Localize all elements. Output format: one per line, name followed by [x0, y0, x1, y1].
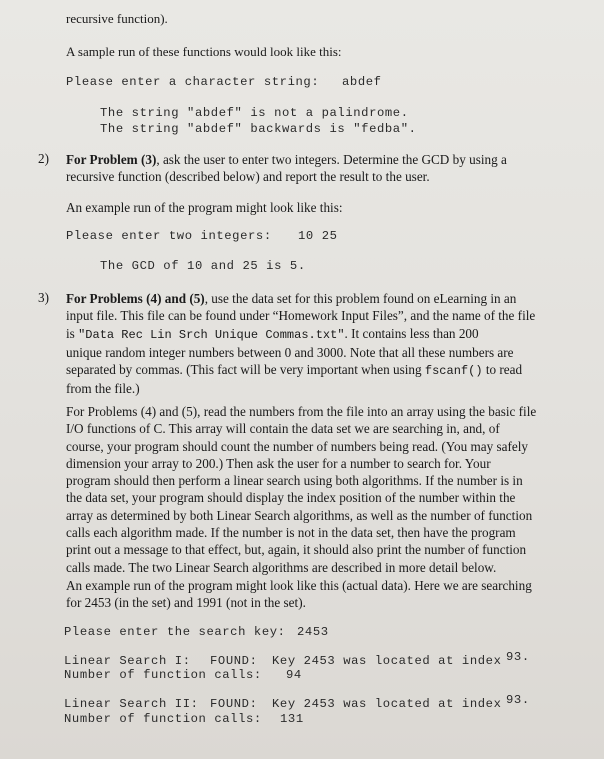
sample-run-intro: A sample run of these functions would look like this:: [66, 44, 342, 59]
search-prompt: Please enter the search key:: [64, 625, 286, 639]
item-3-line3-pre: is: [66, 325, 79, 341]
ls1-calls: 94: [286, 668, 302, 682]
item-3-paragraph-3: [66, 577, 532, 612]
item-2-paragraph: [66, 151, 507, 186]
item-3-line3-post: . It contains less than 200: [344, 325, 479, 341]
p2-line: course, your program should count the number of numbers being read. (You may safely: [66, 438, 528, 454]
top-line: recursive function).: [66, 11, 168, 26]
item-3-bold-lead: For Problems (4) and (5): [66, 291, 205, 306]
ls2-found: FOUND:: [210, 697, 258, 711]
gcd-output: The GCD of 10 and 25 is 5.: [100, 259, 306, 273]
item-3-line6: from the file.): [66, 381, 140, 397]
item-2-bold-lead: For Problem (3): [66, 152, 157, 167]
gcd-prompt: Please enter two integers:: [66, 229, 272, 243]
ls2-calls-label: Number of function calls:: [64, 712, 262, 726]
item-2-line2: recursive function (described below) and report the result to the user.: [66, 169, 430, 185]
ls1-found: FOUND:: [210, 654, 258, 668]
ls2-calls: 131: [280, 712, 304, 726]
ls1-calls-label: Number of function calls:: [64, 668, 262, 682]
fscanf-code: fscanf(): [424, 364, 483, 379]
p2-line: program should then perform a linear search using both algorithms. If the number is in: [66, 473, 523, 489]
ls1-label: Linear Search I:: [64, 654, 191, 668]
palindrome-output-1: The string "abdef" is not a palindrome.: [100, 106, 409, 120]
item-3-paragraph-1: [66, 290, 535, 398]
ls2-label: Linear Search II:: [64, 697, 199, 711]
search-input: 2453: [297, 625, 329, 639]
item-2-example-intro: An example run of the program might look like this:: [66, 200, 343, 215]
p3-line: for 2453 (in the set) and 1991 (not in the set).: [66, 595, 306, 611]
item-3-line5-post: to read: [482, 362, 523, 378]
item-3-line1: , use the data set for this problem found on eLearning in an: [204, 291, 517, 306]
ls2-message: Key 2453 was located at index: [272, 697, 502, 711]
item-2-line1: , ask the user to enter two integers. Determine the GCD by using a: [156, 152, 507, 167]
p2-line: For Problems (4) and (5), read the numbers from the file into an array using the basic file: [66, 404, 537, 419]
item-2-number: 2): [38, 151, 49, 166]
p2-line: calls each algorithm made. If the number is not in the data set, then have the program: [66, 525, 516, 541]
ls1-message: Key 2453 was located at index: [272, 654, 502, 668]
p2-line: I/O functions of C. This array will contain the data set we are searching in, and, of: [66, 421, 500, 437]
palindrome-prompt: Please enter a character string:: [66, 75, 320, 89]
ls1-index: 93.: [506, 650, 530, 664]
palindrome-input: abdef: [342, 75, 382, 89]
p3-line: An example run of the program might look like this (actual data). Here we are searching: [66, 578, 532, 593]
item-3-line5-pre: separated by commas. (This fact will be very important when using: [66, 362, 425, 378]
p2-line: array as determined by both Linear Search algorithms, as well as the number of function: [66, 507, 533, 523]
item-3-number: 3): [38, 290, 49, 305]
item-3-line4: unique random integer numbers between 0 and 3000. Note that all these numbers are: [66, 344, 514, 360]
gcd-input: 10 25: [298, 229, 338, 243]
item-3-paragraph-2: [66, 403, 536, 576]
p2-line: print out a message to that effect, but, again, it should also print the number of function: [66, 542, 527, 558]
p2-line: calls made. The two Linear Search algorithms are described in more detail below.: [66, 559, 497, 575]
item-3-line2: input file. This file can be found under “Homework Input Files”, and the name of the file: [66, 308, 536, 324]
p2-line: dimension your array to 200.) Then ask the user for a number to search for. Your: [66, 455, 491, 471]
ls2-index: 93.: [506, 693, 530, 707]
p2-line: the data set, your program should display the index position of the number within the: [66, 490, 516, 506]
palindrome-output-2: The string "abdef" backwards is "fedba".: [100, 122, 417, 136]
input-filename: "Data Rec Lin Srch Unique Commas.txt": [78, 327, 345, 342]
